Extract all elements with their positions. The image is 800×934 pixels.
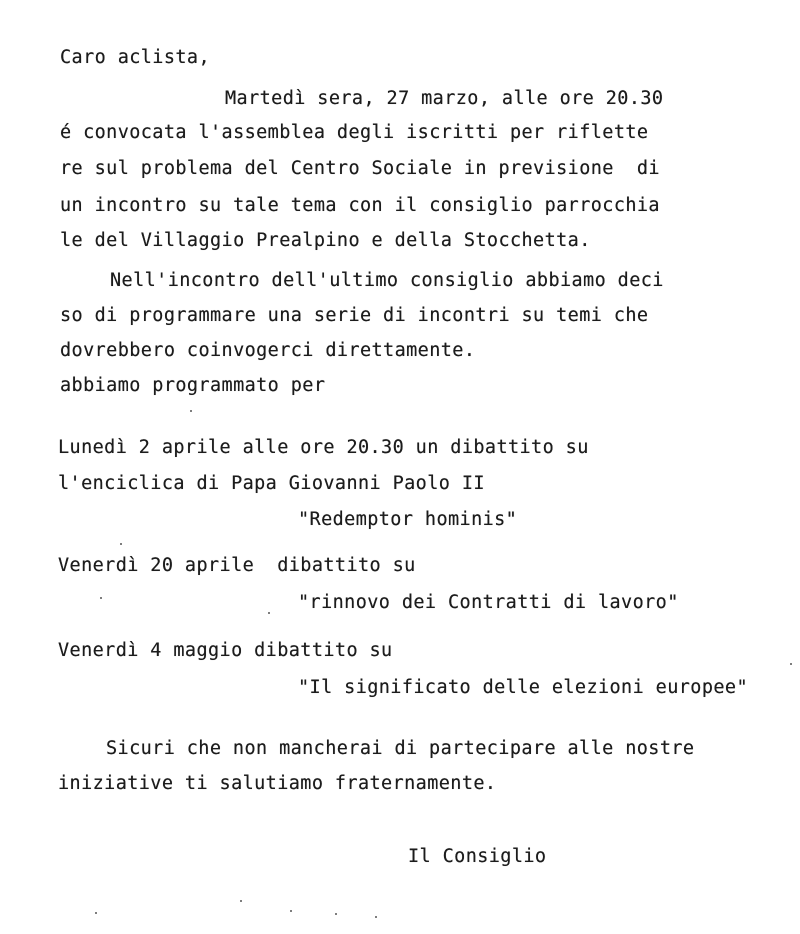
signature: Il Consiglio — [408, 846, 547, 867]
event-title: "Redemptor hominis" — [298, 509, 518, 530]
event-line: Lunedì 2 aprile alle ore 20.30 un dibattito su — [58, 437, 589, 458]
scan-speck — [190, 410, 192, 412]
body-line: é convocata l'assemblea degli iscritti per riflette — [60, 122, 649, 143]
body-line: dovrebbero coinvogerci direttamente. — [60, 340, 476, 361]
scan-speck — [120, 543, 122, 545]
scan-speck — [290, 910, 292, 912]
body-line: so di programmare una serie di incontri su temi che — [60, 305, 649, 326]
closing-line: iniziative ti salutiamo fraternamente. — [58, 773, 497, 794]
date-line: Martedì sera, 27 marzo, alle ore 20.30 — [225, 88, 664, 109]
scan-speck — [268, 612, 270, 614]
body-line: un incontro su tale tema con il consiglio parrocchia — [60, 195, 660, 216]
scan-speck — [100, 597, 102, 599]
body-line: le del Villaggio Prealpino e della Stocchetta. — [60, 230, 591, 251]
scan-speck — [790, 663, 792, 665]
event-line: l'enciclica di Papa Giovanni Paolo II — [58, 473, 485, 494]
body-line: abbiamo programmato per — [60, 375, 326, 396]
body-line: Nell'incontro dell'ultimo consiglio abbiamo deci — [110, 270, 664, 291]
scan-speck — [375, 916, 377, 918]
event-line: Venerdì 4 maggio dibattito su — [58, 640, 393, 661]
scan-speck — [95, 912, 97, 914]
closing-line: Sicuri che non mancherai di partecipare alle nostre — [106, 738, 695, 759]
scan-speck — [335, 913, 337, 915]
event-title: "rinnovo dei Contratti di lavoro" — [298, 592, 679, 613]
salutation: Caro aclista, — [60, 47, 210, 68]
event-title: "Il significato delle elezioni europee" — [298, 677, 748, 698]
event-line: Venerdì 20 aprile dibattito su — [58, 555, 416, 576]
scan-speck — [240, 900, 242, 902]
body-line: re sul problema del Centro Sociale in previsione di — [60, 158, 660, 179]
